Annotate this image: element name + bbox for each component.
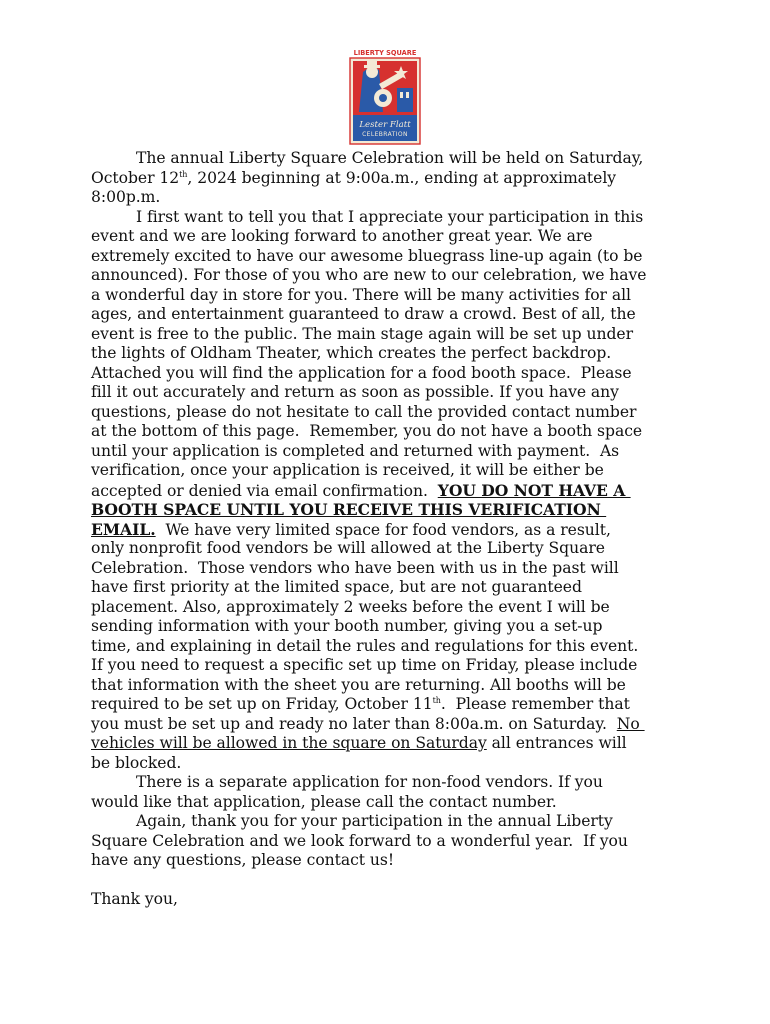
p1-line-1: The annual Liberty Square Celebration will be held on Saturday, [136,149,644,167]
p1-line-2 [91,169,691,189]
p2-line-8: the lights of Oldham Theater, which creates the perfect backdrop. [91,344,612,362]
p3-line-1: There is a separate application for non-food vendors. If you [136,773,603,791]
p2-line-11: questions, please do not hesitate to call the provided contact number [91,402,637,421]
p2-line-28 [91,734,691,754]
p2-line-12: at the bottom of this page. Remember, you do not have a booth space [91,422,643,440]
p2-line-9: Attached you will find the application for a food booth space. Please [91,363,632,382]
p2-line-5: a wonderful day in store for you. There will be many activities for all [91,285,631,304]
p2-line-3: extremely excited to have our awesome bluegrass line-up again (to be [91,246,643,265]
p2-line-29: be blocked. [91,753,182,772]
logo-bottom-text: CELEBRATION [362,131,408,138]
letter-body [91,149,691,910]
p2-line-17 [91,520,691,540]
p2-line-27 [91,715,691,735]
p2-line-22: sending information with your booth number, giving you a set-up [91,617,603,635]
p2-line-23: time, and explaining in detail the rules and regulations for this event. [91,636,639,655]
vehicle-warning-start: No [616,714,645,733]
liberty-square-celebration-logo [349,48,421,146]
closing: Thank you, [91,890,178,908]
p3-line-2: would like that application, please call the contact number. [91,792,557,811]
p4-line-1: Again, thank you for your participation in the annual Liberty [136,812,613,830]
booth-warning-line: BOOTH SPACE UNTIL YOU RECEIVE THIS VERIFICATION [91,500,607,519]
booth-warning-end: EMAIL. [91,519,156,539]
p2-line-7: event is free to the public. The main stage again will be set up under [91,324,633,343]
p2-line-15 [91,481,691,501]
p2-line-13: until your application is completed and returned with payment. As [91,441,620,460]
p1-line-3: 8:00p.m. [91,188,161,206]
p2-line-28-text: all entrances will [486,734,627,752]
p2-line-25: that information with the sheet you are returning. All booths will be [91,675,626,694]
p1-line-2-text: October 12 [91,168,180,187]
p2-line-26-text-cont: . Please remember that [440,695,630,713]
vehicle-warning-text: vehicles will be allowed in the square on Saturday [91,734,487,752]
ordinal-suffix: th [179,169,188,179]
p2-line-1: I first want to tell you that I appreciate your participation in this [136,207,644,226]
p2-line-4: announced). For those of you who are new to our celebration, we have [91,266,647,284]
ordinal-suffix: th [432,696,441,705]
p1-line-2-text-cont: , 2024 beginning at 9:00a.m., ending at approximately [187,168,617,187]
p4-line-3: have any questions, please contact us! [91,851,395,869]
logo-script-text: Lester Flatt [359,120,411,130]
p4-line-2: Square Celebration and we look forward to a wonderful year. If you [91,831,628,850]
p2-line-14: verification, once your application is received, it will be either be [91,461,604,479]
p2-line-18: only nonprofit food vendors be will allowed at the Liberty Square [91,539,605,557]
p2-line-15-text: accepted or denied via email confirmation. [91,481,438,500]
p2-line-2: event and we are looking forward to another great year. We are [91,227,593,245]
p2-line-26-text: required to be set up on Friday, October 11 [91,695,433,713]
p2-line-21: placement. Also, approximately 2 weeks before the event I will be [91,597,610,616]
p2-line-20: have first priority at the limited space, but are not guaranteed [91,578,582,596]
p2-line-19: Celebration. Those vendors who have been with us in the past will [91,558,619,577]
p2-line-6: ages, and entertainment guaranteed to draw a crowd. Best of all, the [91,305,636,323]
booth-warning-text: YOU DO NOT HAVE A [437,480,631,500]
blank-line [91,871,691,891]
logo-top-text: LIBERTY SQUARE [353,49,417,57]
p2-line-10: fill it out accurately and return as soon as possible. If you have any [91,383,619,401]
p2-line-27-text: you must be set up and ready no later than 8:00a.m. on Saturday. [91,714,617,733]
p2-line-17-text: We have very limited space for food vendors, as a result, [155,520,611,539]
p2-line-26 [91,695,691,715]
p2-line-24: If you need to request a specific set up time on Friday, please include [91,656,638,674]
